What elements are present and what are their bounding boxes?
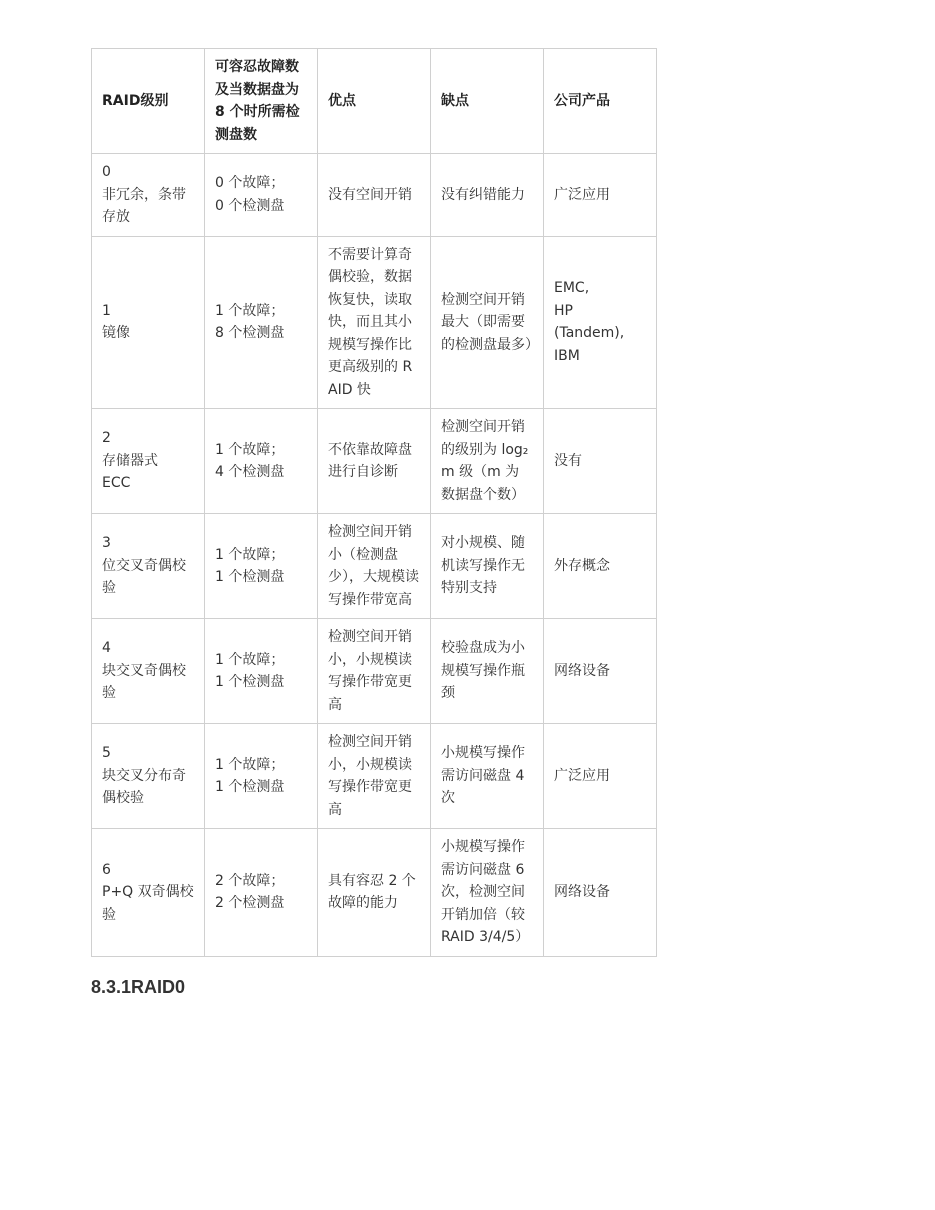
table-row bbox=[92, 724, 657, 829]
cell-fault-tolerance bbox=[205, 724, 318, 829]
cell-raid-level-line: 4 bbox=[102, 640, 111, 657]
cell-pros: 不需要计算奇偶校验，数据恢复快，读取快，而且其小规模写操作比更高级别的 RAID 快 bbox=[318, 236, 431, 409]
cell-products bbox=[544, 514, 657, 619]
cell-products-line: 网络设备 bbox=[554, 884, 610, 900]
cell-pros: 检测空间开销小，小规模读写操作带宽更高 bbox=[318, 619, 431, 724]
cell-products bbox=[544, 154, 657, 237]
cell-products bbox=[544, 829, 657, 957]
cell-raid-level-line: 镜像 bbox=[102, 325, 130, 342]
cell-raid-level-line: 存储器式 bbox=[102, 452, 158, 469]
cell-fault-tolerance-line: 1 个检测盘 bbox=[215, 779, 285, 795]
cell-products-line: 广泛应用 bbox=[554, 186, 610, 203]
cell-fault-tolerance-line: 1 个故障； bbox=[215, 756, 285, 773]
raid-levels-table bbox=[91, 48, 657, 957]
table-row bbox=[92, 514, 657, 619]
cell-fault-tolerance-line: 8 个检测盘 bbox=[215, 325, 285, 342]
cell-raid-level bbox=[92, 829, 205, 957]
cell-pros: 检测空间开销小（检测盘少），大规模读写操作带宽高 bbox=[318, 514, 431, 619]
cell-fault-tolerance-line: 2 个检测盘 bbox=[215, 895, 285, 912]
cell-raid-level-line: 3 bbox=[102, 535, 111, 552]
cell-raid-level-line: 2 bbox=[102, 430, 111, 447]
cell-fault-tolerance bbox=[205, 409, 318, 514]
cell-raid-level bbox=[92, 514, 205, 619]
cell-fault-tolerance-line: 1 个故障； bbox=[215, 302, 285, 319]
cell-fault-tolerance-line: 0 个故障； bbox=[215, 175, 285, 192]
section-heading: 8.3.1RAID0 bbox=[91, 976, 186, 997]
document-page bbox=[91, 48, 871, 998]
cell-raid-level-line: 6 bbox=[102, 861, 111, 878]
header-fault-tolerance: 可容忍故障数及当数据盘为 8 个时所需检测盘数 bbox=[205, 49, 318, 154]
cell-products-line: (Tandem), bbox=[554, 325, 625, 342]
cell-fault-tolerance-line: 1 个故障； bbox=[215, 441, 285, 458]
cell-raid-level bbox=[92, 236, 205, 409]
header-pros: 优点 bbox=[318, 49, 431, 154]
cell-fault-tolerance bbox=[205, 514, 318, 619]
cell-products bbox=[544, 236, 657, 409]
table-body bbox=[92, 154, 657, 957]
cell-fault-tolerance bbox=[205, 619, 318, 724]
cell-raid-level bbox=[92, 724, 205, 829]
cell-products bbox=[544, 619, 657, 724]
cell-raid-level bbox=[92, 409, 205, 514]
cell-cons: 小规模写操作需访问磁盘 6 次，检测空间开销加倍（较 RAID 3/4/5） bbox=[431, 829, 544, 957]
table-row bbox=[92, 236, 657, 409]
cell-fault-tolerance-line: 1 个检测盘 bbox=[215, 674, 285, 690]
cell-cons: 校验盘成为小规模写操作瓶颈 bbox=[431, 619, 544, 724]
table-row bbox=[92, 619, 657, 724]
cell-fault-tolerance-line: 1 个故障； bbox=[215, 651, 285, 668]
cell-products-line: 外存概念 bbox=[554, 557, 610, 574]
cell-raid-level-line: 块交叉分布奇偶校验 bbox=[102, 767, 186, 807]
cell-cons: 检测空间开销最大（即需要的检测盘最多） bbox=[431, 236, 544, 409]
cell-products-line: 网络设备 bbox=[554, 662, 610, 679]
cell-products-line: 没有 bbox=[554, 452, 582, 469]
cell-products-line: IBM bbox=[554, 347, 580, 364]
cell-pros: 没有空间开销 bbox=[318, 154, 431, 237]
cell-fault-tolerance-line: 4 个检测盘 bbox=[215, 464, 285, 480]
cell-raid-level-line: 非冗余，条带存放 bbox=[102, 186, 186, 225]
cell-cons: 没有纠错能力 bbox=[431, 154, 544, 237]
table-row bbox=[92, 409, 657, 514]
cell-fault-tolerance bbox=[205, 236, 318, 409]
cell-products bbox=[544, 724, 657, 829]
cell-fault-tolerance bbox=[205, 829, 318, 957]
table-row bbox=[92, 154, 657, 237]
cell-fault-tolerance-line: 2 个故障； bbox=[215, 872, 285, 889]
table-header-row bbox=[92, 49, 657, 154]
cell-raid-level bbox=[92, 619, 205, 724]
cell-raid-level-line: P+Q 双奇偶校验 bbox=[102, 884, 194, 923]
cell-raid-level-line: ECC bbox=[102, 475, 131, 492]
cell-products bbox=[544, 409, 657, 514]
cell-pros: 具有容忍 2 个故障的能力 bbox=[318, 829, 431, 957]
cell-cons: 对小规模、随机读写操作无特别支持 bbox=[431, 514, 544, 619]
cell-raid-level-line: 0 bbox=[102, 164, 111, 180]
cell-pros: 检测空间开销小，小规模读写操作带宽更高 bbox=[318, 724, 431, 829]
header-cons: 缺点 bbox=[431, 49, 544, 154]
cell-fault-tolerance-line: 0 个检测盘 bbox=[215, 197, 285, 214]
cell-pros: 不依靠故障盘进行自诊断 bbox=[318, 409, 431, 514]
cell-fault-tolerance-line: 1 个故障； bbox=[215, 546, 285, 563]
cell-raid-level bbox=[92, 154, 205, 237]
cell-cons: 检测空间开销的级别为 log₂ m 级（m 为数据盘个数） bbox=[431, 409, 544, 514]
table-row bbox=[92, 829, 657, 957]
header-raid-level: RAID级别 bbox=[92, 49, 205, 154]
header-products: 公司产品 bbox=[544, 49, 657, 154]
cell-products-line: 广泛应用 bbox=[554, 767, 610, 784]
cell-fault-tolerance bbox=[205, 154, 318, 237]
cell-raid-level-line: 块交叉奇偶校验 bbox=[102, 662, 186, 702]
cell-raid-level-line: 5 bbox=[102, 745, 111, 762]
cell-products-line: EMC, bbox=[554, 280, 590, 297]
cell-products-line: HP bbox=[554, 302, 573, 319]
cell-raid-level-line: 1 bbox=[102, 302, 111, 319]
cell-raid-level-line: 位交叉奇偶校验 bbox=[102, 557, 186, 597]
cell-fault-tolerance-line: 1 个检测盘 bbox=[215, 569, 285, 585]
cell-cons: 小规模写操作需访问磁盘 4 次 bbox=[431, 724, 544, 829]
